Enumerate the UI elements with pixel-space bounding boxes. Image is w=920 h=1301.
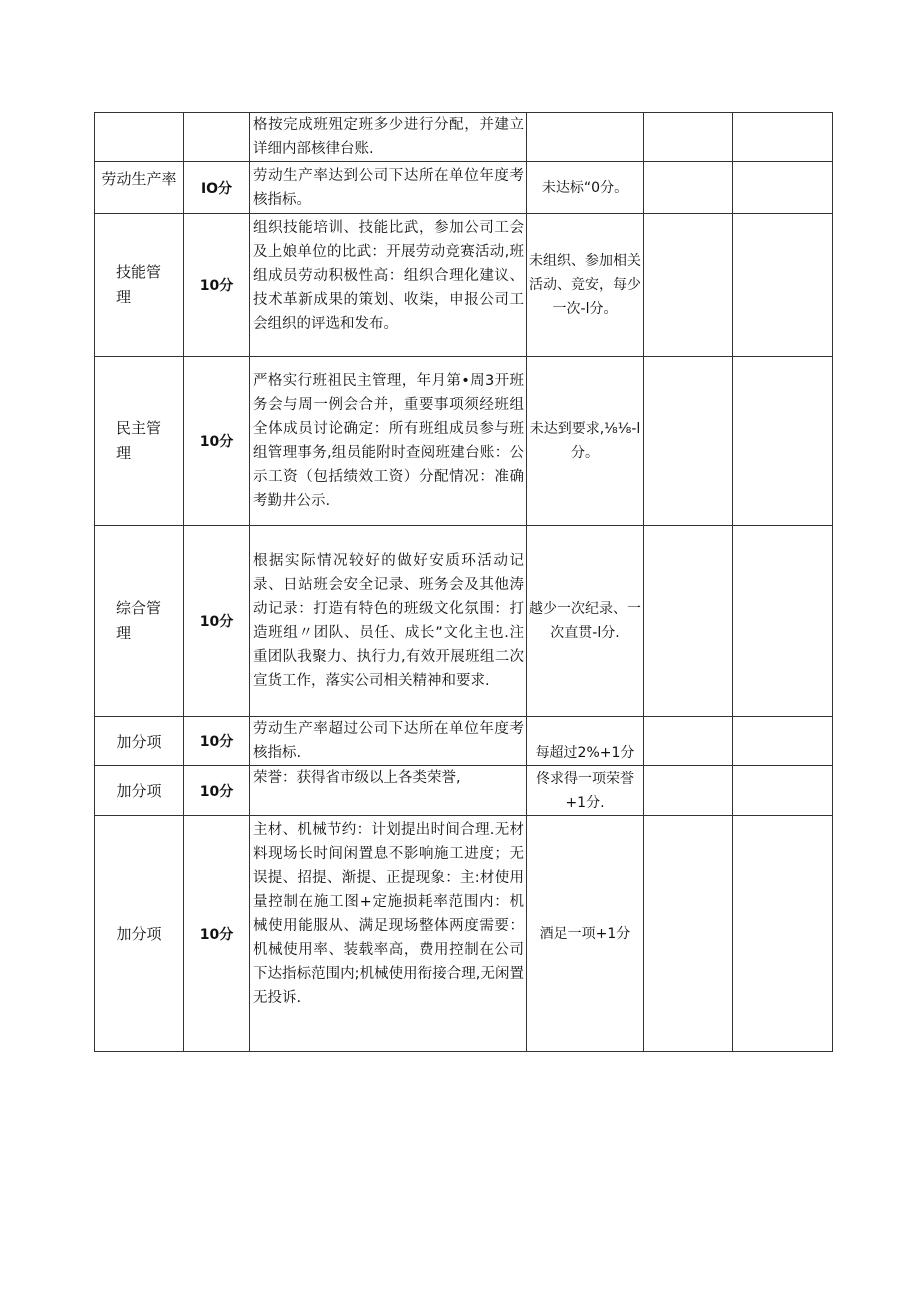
item-label: 加分项 [116,732,162,751]
rule-cell [527,526,644,717]
standard-text: 劳动生产率达到公司下达所在单位年度考核指标。 [253,167,524,208]
rule-text: 每超过2%+1分 [535,745,635,761]
rule-cell [527,214,644,357]
table-row [95,162,833,214]
item-label: 综合管理 [116,599,162,642]
blank-cell [733,162,833,214]
blank-cell [733,717,833,766]
table-row [95,816,833,1052]
item-cell [95,214,184,357]
blank-cell [733,526,833,717]
standard-cell [250,113,527,162]
blank-cell [733,113,833,162]
score-cell: 10分 [184,357,250,526]
rule-text: 佟求得一项荣誉+1分. [536,770,634,811]
score-cell: 10分 [184,214,250,357]
score-cell: 10分 [184,816,250,1052]
blank-cell [644,766,733,816]
table-row [95,717,833,766]
standard-text: 劳动生产率超过公司下达所在单位年度考核指标. [253,721,524,761]
item-cell [95,113,184,162]
score-cell [184,113,250,162]
table-row [95,113,833,162]
table-row [95,766,833,816]
standard-text: 荣誉：获得省市级以上各类荣誉, [253,770,461,786]
item-cell [95,526,184,717]
blank-cell [644,162,733,214]
score-cell: 10分 [184,766,250,816]
blank-cell [644,113,733,162]
blank-cell [644,357,733,526]
standard-cell [250,526,527,717]
standard-cell [250,357,527,526]
blank-cell [733,357,833,526]
item-cell [95,162,184,214]
standard-cell [250,214,527,357]
table-row [95,214,833,357]
item-label: 加分项 [116,925,162,943]
standard-text: 根据实际情况较好的做好安质环活动记录、日站班会安全记录、班务会及其他涛动记录：打造有特色的班级文化氛围：打造班组〃团队、员任、成长”文化主也.注重团队我聚力、执行力,有效开展班组二次宣货工作，落实公司相关精神和要求. [253,553,524,689]
blank-cell [644,214,733,357]
rule-cell [527,113,644,162]
standard-cell [250,766,527,816]
blank-cell [733,816,833,1052]
standard-text: 组织技能培训、技能比武，参加公司工会及上娘单位的比武：开展劳动竞赛活动,班组成员劳动积极性高：组织合理化建议、技术革新成果的策划、收柒，申报公司工会组织的评选和发布。 [253,220,524,332]
rule-cell [527,816,644,1052]
item-label: 加分项 [116,782,162,800]
item-label: 民主管理 [116,419,162,462]
rule-text: 酒足一项+1分 [539,925,631,942]
blank-cell [644,717,733,766]
blank-cell [644,526,733,717]
rule-cell [527,162,644,214]
standard-cell [250,816,527,1052]
blank-cell [644,816,733,1052]
score-cell: 10分 [184,526,250,717]
rule-cell [527,357,644,526]
rule-text: 未达到要求,⅛⅛-l分。 [529,421,641,461]
standard-text: 格按完成班殂定班多少进行分配，并建立详细内部核律台账. [253,117,524,157]
item-label: 劳动生产率 [101,170,177,188]
blank-cell [733,766,833,816]
table-row [95,357,833,526]
item-cell [95,816,184,1052]
table-row [95,526,833,717]
rule-cell [527,717,644,766]
rule-text: 未组织、参加相关活动、竞安，每少一次-l分。 [529,253,641,317]
item-cell [95,766,184,816]
standard-text: 严格实行班祖民主管理，年月第•周3开班务会与周一例会合并，重要事项须经班组全体成员讨论确定：所有班组成员参与班组管理事务,组员能附时查阅班建台账：公示工资（包括绩效工资）分配情况：准确考勤井公示. [253,373,524,509]
item-label: 技能管理 [116,263,162,306]
score-cell: IO分 [184,162,250,214]
standard-cell [250,717,527,766]
rule-cell [527,766,644,816]
standard-text: 主材、机械节约：计划提出时间合理.无材料现场长时间闲置息不影响施工进度；无误提、招提、渐提、正提现象：主:材使用量控制在施工图+定施损耗率范围内：机械使用能服从、满足现场整体两度需要：机械使用率、装载率高，费用控制在公司下达指标范围内;机械使用衔接合理,无闲置无投诉. [253,822,524,1006]
blank-cell [733,214,833,357]
standard-cell [250,162,527,214]
rule-text: 未达标“0分。 [541,179,629,196]
item-cell [95,717,184,766]
rule-text: 越少一次纪录、一次直贯-l分. [529,601,641,641]
item-cell [95,357,184,526]
score-cell: 10分 [184,717,250,766]
scoring-table [94,112,833,1052]
